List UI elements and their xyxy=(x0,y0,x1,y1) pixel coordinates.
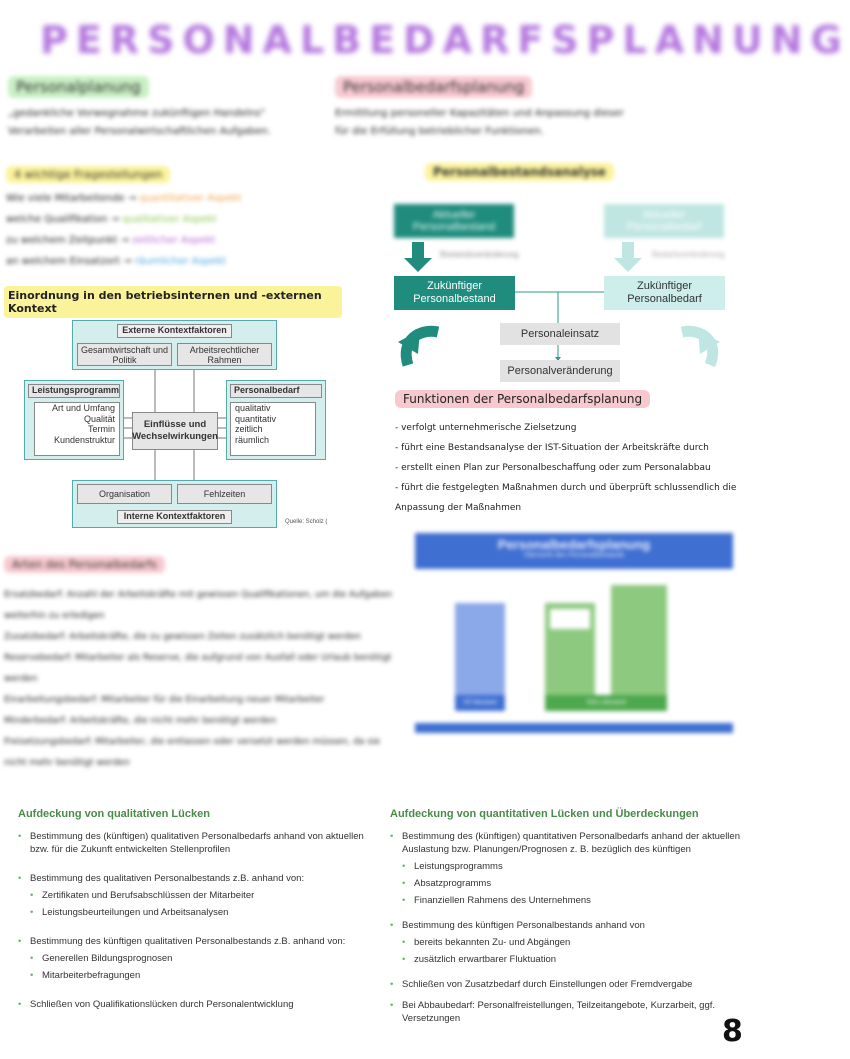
page-title: PERSONALBEDARFSPLANUNG xyxy=(40,18,850,62)
leistung-title: Leistungsprogramm xyxy=(28,384,120,398)
context-diagram xyxy=(22,318,334,533)
intern-organisation: Organisation xyxy=(77,484,172,504)
qualitative-item-1-text: Bestimmung des (künftigen) qualitativen Personalbedarfs anhand von aktuellen bzw. für die Zukunft entwickelten Stellenprofilen xyxy=(30,831,364,855)
frage-row xyxy=(6,235,306,256)
bestand-heading: Personalbestandsanalyse xyxy=(425,163,614,181)
funktionen-heading: Funktionen der Personalbedarfsplanung xyxy=(395,390,650,408)
funktion-item: - verfolgt unternehmerische Zielsetzung xyxy=(395,423,577,433)
quantitative-item-1 xyxy=(390,830,742,907)
chart-footer xyxy=(415,723,733,733)
funktionen-block xyxy=(395,390,745,518)
qualitative-item-3-text: Bestimmung des künftigen qualitativen Personalbestands z.B. anhand von: xyxy=(30,936,346,947)
arten-heading: Arten des Personalbedarfs xyxy=(4,556,165,573)
qualitative-item-3 xyxy=(18,935,368,982)
chart-title: Personalbedarfsplanung xyxy=(497,537,651,552)
quantitative-item-2 xyxy=(390,919,742,966)
fragestellungen-heading: 4 wichtige Fragestellungen xyxy=(6,166,170,183)
personalbedarfsplanung-heading: Personalbedarfsplanung xyxy=(335,76,532,98)
intern-fehlzeiten: Fehlzeiten xyxy=(177,484,272,504)
bedarf-chart xyxy=(415,533,733,738)
personalveraenderung-box: Personalveränderung xyxy=(500,360,620,382)
qualitative-heading: Aufdeckung von qualitativen Lücken xyxy=(18,808,210,820)
art-item: Reservebedarf: Mitarbeiter als Reserve, die aufgrund von Ausfall oder Urlaub benötigt werden xyxy=(4,653,392,684)
fragestellungen-block xyxy=(6,165,306,277)
bedarfsveraenderung-label: Bedarfsveränderung xyxy=(652,250,725,259)
quantitative-heading: Aufdeckung von quantitativen Lücken und Überdeckungen xyxy=(390,808,699,820)
quantitative-item-3-text: Schließen von Zusatzbedarf durch Einstellungen oder Fremdvergabe xyxy=(402,979,693,990)
aspekt-text: zeitlicher Aspekt xyxy=(131,235,216,246)
qualitative-item-2-text: Bestimmung des qualitativen Personalbestands z.B. anhand von: xyxy=(30,873,305,884)
personalbedarfsplanung-block xyxy=(335,78,735,141)
frage-text: zu welchem Zeitpunkt → xyxy=(6,235,129,246)
art-item: Ersatzbedarf: Anzahl der Arbeitskräfte mit gewissen Qualifikationen, um die Aufgaben weiterhin zu erledigen xyxy=(4,590,393,621)
art-item: Zusatzbedarf: Arbeitskräfte, die zu gewissen Zeiten zusätzlich benötigt werden xyxy=(4,632,362,642)
leistung-items: Art und Umfang Qualität Termin Kundenstruktur xyxy=(34,402,120,456)
quantitative-item-2-text: Bestimmung des künftigen Personalbestands anhand von xyxy=(402,920,645,931)
quantitative-item-4-text: Bei Abbaubedarf: Personalfreistellungen, Teilzeitangebote, Kurzarbeit, ggf. Versetzungen xyxy=(402,1000,716,1024)
frage-text: an welchem Einsatzort → xyxy=(6,256,132,267)
bestand-heading-wrap xyxy=(425,163,614,181)
art-item: Einarbeitungsbedarf: Mitarbeiter für die Einarbeitung neuer Mitarbeiter xyxy=(4,695,325,705)
funktion-item: - führt die festgelegten Maßnahmen durch und überprüft schlussendlich die Anpassung der Maßnahmen xyxy=(395,483,737,513)
page-number: 8 xyxy=(722,1014,743,1049)
chart-header xyxy=(415,533,733,569)
quantitative-sub-item: • zusätzlich erwartbarer Fluktuation xyxy=(402,953,742,966)
qualitative-sub-item: • Leistungsbeurteilungen und Arbeitsanalysen xyxy=(30,906,368,919)
aspekt-text: qualitativer Aspekt xyxy=(122,214,217,225)
frage-text: welche Qualifikation → xyxy=(6,214,119,225)
qualitative-item-4-text: Schließen von Qualifikationslücken durch Personalentwicklung xyxy=(30,999,294,1010)
personalplanung-heading: Personalplanung xyxy=(8,76,149,98)
quantitative-sub-item: • bereits bekannten Zu- und Abgängen xyxy=(402,936,742,949)
art-item: Freisetzungsbedarf: Mitarbeiter, die entlassen oder versetzt werden müssen, da sie nicht mehr benötigt werden xyxy=(4,737,381,768)
einordnung-heading: Einordnung in den betriebsinternen und -externen Kontext xyxy=(4,286,342,318)
personalbedarfsplanung-line-1: Ermittlung personeller Kapazitäten und Anpassung dieser xyxy=(335,108,624,119)
diagram-source: Quelle: Scholz ( xyxy=(285,519,328,525)
frage-row xyxy=(6,214,306,235)
qualitative-item-1 xyxy=(18,830,368,856)
qualitative-sub-item: • Zertifikaten und Berufsabschlüssen der Mitarbeiter xyxy=(30,889,368,902)
qualitative-item-4 xyxy=(18,998,368,1011)
qualitative-sub-item: • Mitarbeiterbefragungen xyxy=(30,969,368,982)
quantitative-item-1-text: Bestimmung des (künftigen) quantitativen Personalbedarfs anhand der aktuellen Auslastung bzw. Planungen/Prognosen z. B. bezüglich des künftigen xyxy=(402,831,740,855)
bestand-arrows xyxy=(390,240,735,380)
arten-block xyxy=(4,555,404,774)
quantitative-item-3 xyxy=(390,978,742,991)
extern-title: Externe Kontextfaktoren xyxy=(117,324,232,338)
funktion-item: - erstellt einen Plan zur Personalbeschaffung oder zum Personalabbau xyxy=(395,463,711,473)
soll-bar-gap xyxy=(550,609,590,629)
personalbedarfsplanung-line-2: für die Erfüllung betrieblicher Funktionen. xyxy=(335,126,544,137)
quantitative-section xyxy=(390,808,742,1033)
soll-label: SOLL-Bestand xyxy=(545,695,667,711)
extern-arbeitsrecht: Arbeitsrechtlicher Rahmen xyxy=(177,343,272,366)
frage-text: Wie viele Mitarbeitende → xyxy=(6,193,137,204)
personalbedarf-items: qualitativ quantitativ zeitlich räumlich xyxy=(230,402,316,456)
art-item: Minderbedarf: Arbeitskräfte, die nicht mehr benötigt werden xyxy=(4,716,277,726)
quantitative-sub-item: • Leistungsprogramms xyxy=(402,860,742,873)
qualitative-section xyxy=(18,808,368,1019)
aktueller-bedarf-box: Aktueller Personalbedarf xyxy=(604,204,724,238)
extern-gesamtwirtschaft: Gesamtwirtschaft und Politik xyxy=(77,343,172,366)
personalplanung-block xyxy=(8,78,338,141)
zukuenftiger-bedarf-box: Zukünftiger Personalbedarf xyxy=(604,276,725,310)
center-box: Einflüsse und Wechselwirkungen xyxy=(132,412,218,450)
bestand-diagram xyxy=(390,200,735,385)
zukuenftiger-bestand-box: Zukünftiger Personalbestand xyxy=(394,276,515,310)
funktion-item: - führt eine Bestandsanalyse der IST-Situation der Arbeitskräfte durch xyxy=(395,443,709,453)
aktueller-bestand-box: Aktueller Personalbestand xyxy=(394,204,514,238)
ist-label: IST-Bestand xyxy=(455,695,505,711)
personalplanung-line-2: Verarbeiten aller Personalwirtschaftlichen Aufgaben. xyxy=(8,126,271,137)
personalplanung-line-1: „gedankliche Vorwegnahme zukünftigen Handelns" xyxy=(8,108,266,119)
quantitative-sub-item: • Absatzprogramms xyxy=(402,877,742,890)
intern-title: Interne Kontextfaktoren xyxy=(117,510,232,524)
quantitative-item-4 xyxy=(390,999,742,1025)
frage-row xyxy=(6,256,306,277)
aspekt-text: quantitativer Aspekt xyxy=(139,193,242,204)
qualitative-item-2 xyxy=(18,872,368,919)
chart-subtitle: Übersicht des Personalbestands xyxy=(523,552,625,559)
personalbedarf-title: Personalbedarf xyxy=(230,384,322,398)
personaleinsatz-box: Personaleinsatz xyxy=(500,323,620,345)
soll-bar-2 xyxy=(611,585,667,711)
frage-row xyxy=(6,193,306,214)
qualitative-sub-item: • Generellen Bildungsprognosen xyxy=(30,952,368,965)
quantitative-sub-item: • Finanziellen Rahmens des Unternehmens xyxy=(402,894,742,907)
bestandsveraenderung-label: Bestandsveränderung xyxy=(440,250,519,259)
aspekt-text: räumlicher Aspekt xyxy=(134,256,226,267)
